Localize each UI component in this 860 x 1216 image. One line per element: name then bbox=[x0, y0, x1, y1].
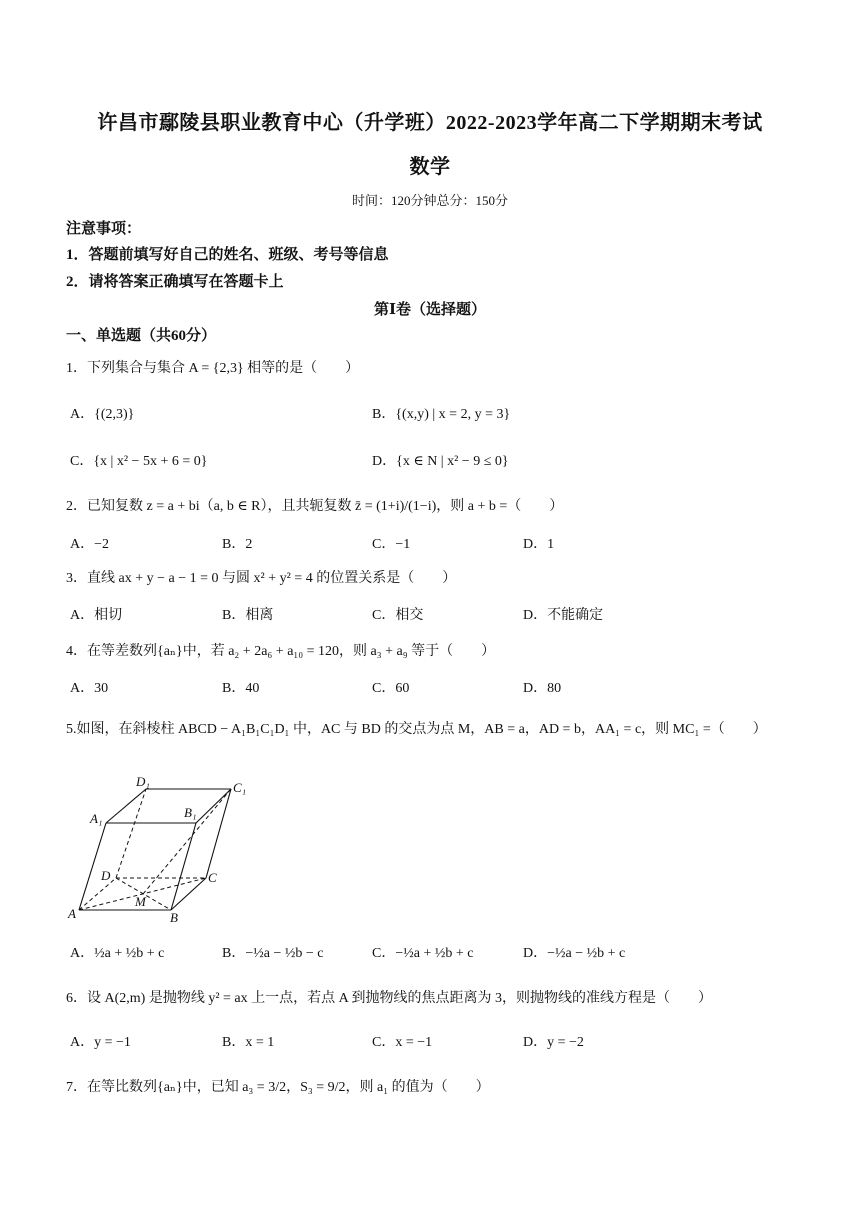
exam-title: 许昌市鄢陵县职业教育中心（升学班）2022-2023学年高二下学期期末考试 bbox=[97, 112, 763, 134]
question-3-stem: 3．直线 ax + y − a − 1 = 0 与圆 x² + y² = 4 的位置关系是（ ） bbox=[66, 571, 457, 586]
question-4-stem: 4．在等差数列{aₙ}中，若 a₂ + 2a₆ + a₁₀ = 120，则 a₃ + a₉ 等于（ ） bbox=[66, 644, 496, 659]
question-5-text: 如图，在斜棱柱 ABCD − A₁B₁C₁D₁ 中，AC 与 BD 的交点为点 M，AB = a，AD = b，AA₁ = c，则 MC₁ =（ ） bbox=[76, 722, 767, 737]
question-4-option-d: D．80 bbox=[523, 681, 562, 696]
subject-title: 数学 bbox=[409, 156, 451, 178]
question-6-option-c: C．x = −1 bbox=[372, 1035, 433, 1050]
question-2-option-d: D．1 bbox=[523, 537, 555, 552]
question-5-option-b: B．−½a − ½b − c bbox=[222, 946, 324, 961]
question-5-option-d: D．−½a − ½b + c bbox=[523, 946, 626, 961]
question-6-option-d: D．y = −2 bbox=[523, 1035, 584, 1050]
label-b1: B₁ bbox=[184, 805, 197, 820]
question-6-stem: 6．设 A(2,m) 是抛物线 y² = ax 上一点，若点 A 到抛物线的焦点距离为 3，则抛物线的准线方程是（ ） bbox=[66, 991, 712, 1006]
question-6-option-b: B．x = 1 bbox=[222, 1035, 275, 1050]
question-6-option-a: A．y = −1 bbox=[70, 1035, 131, 1050]
exam-meta: 时间：120分钟总分：150分 bbox=[351, 193, 508, 208]
label-c: C bbox=[208, 870, 217, 885]
question-3-option-b: B．相离 bbox=[222, 608, 274, 623]
label-b: B bbox=[170, 910, 178, 922]
question-1-option-c: C．{x | x² − 5x + 6 = 0} bbox=[70, 454, 208, 469]
label-d: D bbox=[101, 868, 111, 883]
label-a1: A₁ bbox=[90, 811, 103, 826]
notice-item: 2．请将答案正确填写在答题卡上 bbox=[66, 274, 284, 290]
question-3-option-d: D．不能确定 bbox=[523, 608, 604, 623]
notice-item: 1．答题前填写好自己的姓名、班级、考号等信息 bbox=[66, 247, 389, 263]
label-m: M bbox=[135, 894, 146, 909]
question-2-stem: 2．已知复数 z = a + bi（a, b ∈ R），且共轭复数 z̄ = (1+i)/(1−i)，则 a + b =（ ） bbox=[66, 499, 564, 514]
section-title: 一、单选题（共60分） bbox=[66, 328, 217, 344]
question-1-stem: 1．下列集合与集合 A = {2,3} 相等的是（ ） bbox=[66, 361, 360, 376]
label-a: A bbox=[68, 906, 76, 921]
question-4-option-a: A．30 bbox=[70, 681, 109, 696]
question-5-option-a: A．½a + ½b + c bbox=[70, 946, 165, 961]
volume-title: 第Ⅰ卷（选择题） bbox=[373, 302, 487, 318]
question-4-option-b: B．40 bbox=[222, 681, 260, 696]
question-7-stem: 7．在等比数列{aₙ}中，已知 a₃ = 3/2，S₃ = 9/2，则 a₁ 的值为（ ） bbox=[66, 1080, 490, 1095]
question-number: 5. bbox=[66, 722, 77, 737]
question-4-option-c: C．60 bbox=[372, 681, 410, 696]
question-1-option-a: A．{(2,3)} bbox=[70, 407, 135, 422]
question-2-option-b: B．2 bbox=[222, 537, 253, 552]
prism-figure bbox=[66, 772, 266, 922]
notice-heading: 注意事项： bbox=[66, 221, 142, 237]
question-2-option-c: C．−1 bbox=[372, 537, 411, 552]
question-1-option-b: B．{(x,y) | x = 2, y = 3} bbox=[372, 407, 511, 422]
question-5-option-c: C．−½a + ½b + c bbox=[372, 946, 474, 961]
label-c1: C₁ bbox=[233, 780, 247, 795]
label-d1: D₁ bbox=[136, 774, 150, 789]
question-1-option-d: D．{x ∈ N | x² − 9 ≤ 0} bbox=[372, 454, 509, 469]
question-5-stem bbox=[66, 712, 796, 748]
question-2-option-a: A．−2 bbox=[70, 537, 110, 552]
question-3-option-c: C．相交 bbox=[372, 608, 424, 623]
question-3-option-a: A．相切 bbox=[70, 608, 123, 623]
